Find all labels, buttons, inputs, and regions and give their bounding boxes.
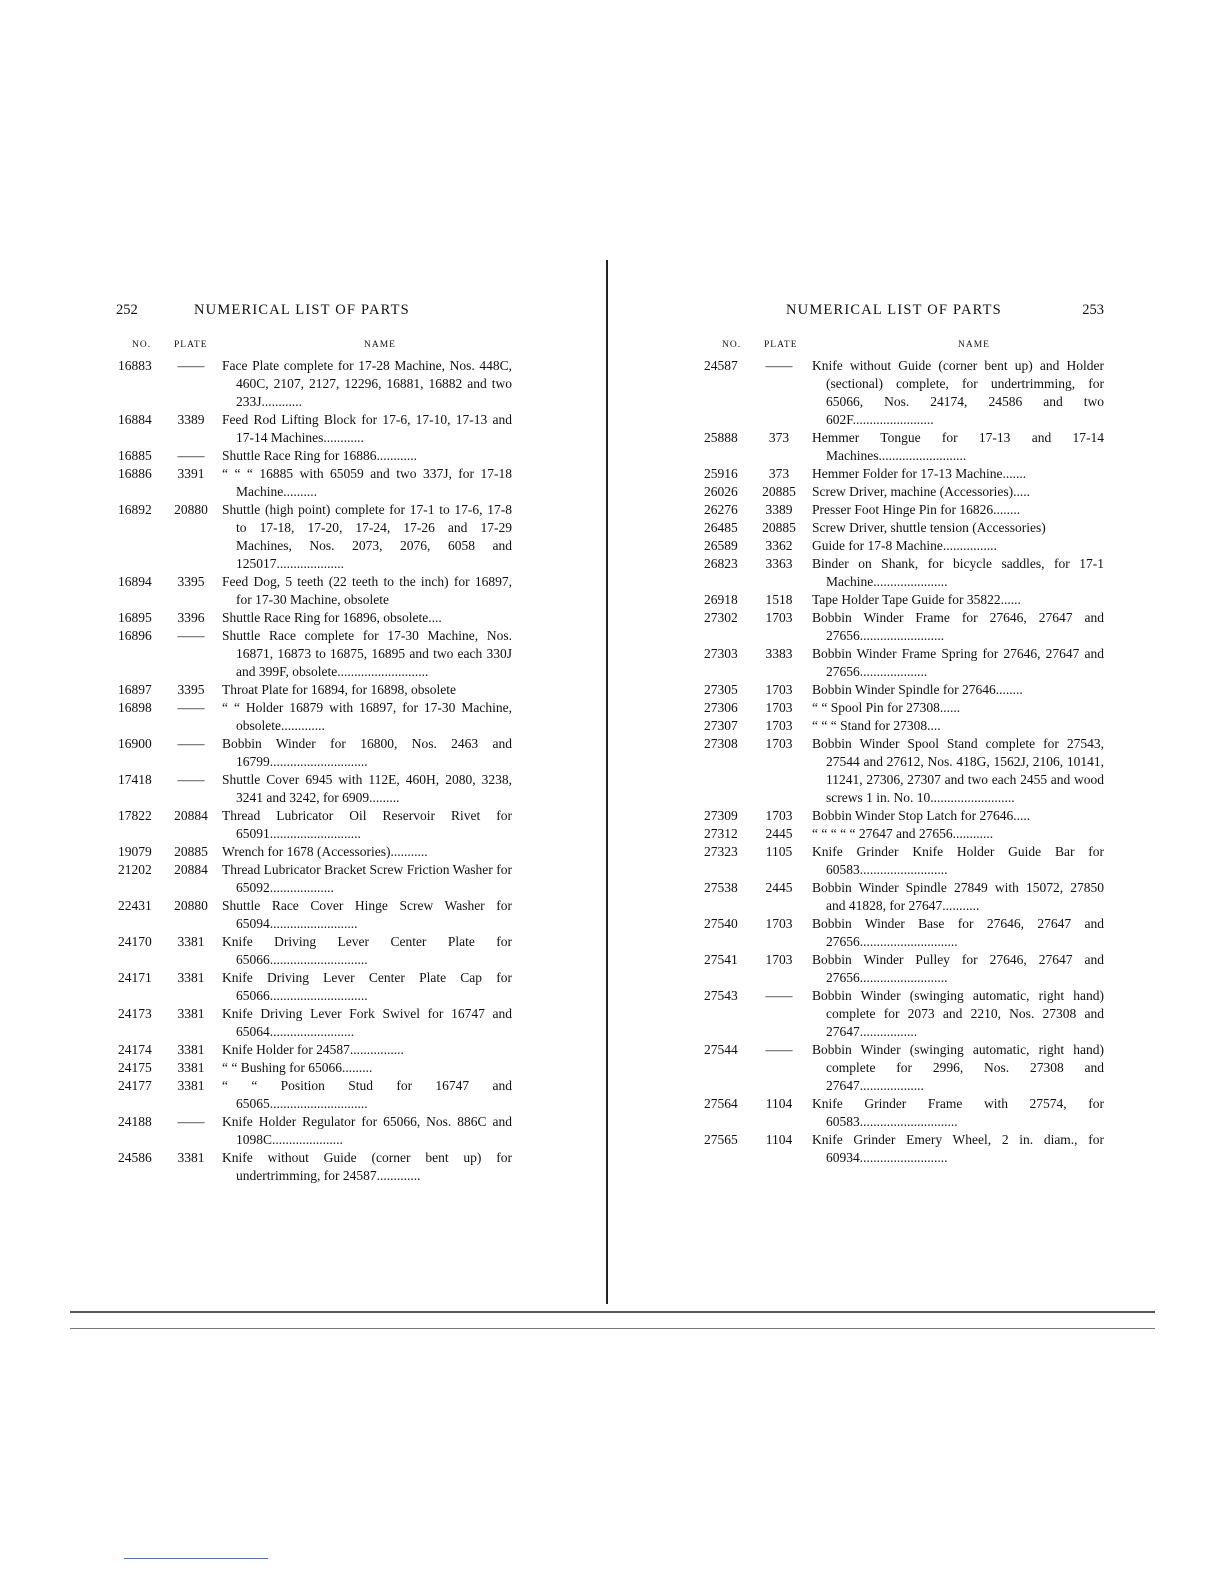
plate-number: 3389 xyxy=(177,412,205,427)
part-number: 26823 xyxy=(704,556,738,571)
part-entry xyxy=(112,843,512,861)
part-number: 17822 xyxy=(118,808,152,823)
part-number: 16892 xyxy=(118,502,152,517)
part-number: 27303 xyxy=(704,646,738,661)
part-number: 26485 xyxy=(704,520,738,535)
part-entry xyxy=(700,465,1104,483)
plate-number: 1105 xyxy=(765,844,793,859)
part-entry xyxy=(700,987,1104,1041)
plate-number: 1104 xyxy=(765,1132,793,1147)
left-page-number: 252 xyxy=(116,302,138,318)
plate-number: 3381 xyxy=(177,1078,205,1093)
plate-number: 3381 xyxy=(177,1150,205,1165)
part-entry xyxy=(112,447,512,465)
part-entry xyxy=(112,501,512,573)
plate-number: —— xyxy=(177,448,205,463)
part-number: 16883 xyxy=(118,358,152,373)
part-name: Bobbin Winder for 16800, Nos. 2463 and 16799............................. xyxy=(222,736,512,769)
plate-number: —— xyxy=(177,628,205,643)
plate-number: 3395 xyxy=(177,682,205,697)
part-number: 26026 xyxy=(704,484,738,499)
part-number: 27544 xyxy=(704,1042,738,1057)
part-name: Throat Plate for 16894, for 16898, obsolete xyxy=(222,682,456,697)
plate-number: 1518 xyxy=(765,592,793,607)
plate-number: 20885 xyxy=(762,484,796,499)
part-name: Knife Holder for 24587................ xyxy=(222,1042,404,1057)
part-name: Thread Lubricator Oil Reservoir Rivet for 65091........................... xyxy=(222,808,512,841)
part-entry xyxy=(700,807,1104,825)
left-entries xyxy=(112,357,512,1185)
part-name: “ “ Holder 16879 with 16897, for 17-30 Machine, obsolete............. xyxy=(222,700,512,733)
part-number: 21202 xyxy=(118,862,152,877)
plate-number: 1703 xyxy=(765,610,793,625)
part-number: 27302 xyxy=(704,610,738,625)
part-entry xyxy=(112,699,512,735)
part-entry xyxy=(112,411,512,447)
part-entry xyxy=(700,537,1104,555)
part-name: Knife without Guide (corner bent up) and Holder (sectional) complete, for undertrimming, for 65066, Nos. 24174, 24586 and two 602F........................ xyxy=(812,358,1104,427)
part-name: Bobbin Winder Stop Latch for 27646..... xyxy=(812,808,1031,823)
part-name: Wrench for 1678 (Accessories)........... xyxy=(222,844,428,859)
part-entry xyxy=(112,1059,512,1077)
plate-number: 1703 xyxy=(765,952,793,967)
plate-number: 3391 xyxy=(177,466,205,481)
part-name: Hemmer Tongue for 17-13 and 17-14 Machines.......................... xyxy=(812,430,1104,463)
part-number: 24173 xyxy=(118,1006,152,1021)
part-entry xyxy=(700,681,1104,699)
left-header-title: NUMERICAL LIST OF PARTS xyxy=(194,302,410,318)
part-number: 16895 xyxy=(118,610,152,625)
part-entry xyxy=(700,429,1104,465)
part-entry xyxy=(700,879,1104,915)
plate-number: 1703 xyxy=(765,916,793,931)
plate-number: 2445 xyxy=(765,880,793,895)
part-number: 27306 xyxy=(704,700,738,715)
left-col-plate: PLATE xyxy=(174,340,208,350)
part-name: Guide for 17-8 Machine................ xyxy=(812,538,997,553)
part-name: Feed Rod Lifting Block for 17-6, 17-10, 17-13 and 17-14 Machines............ xyxy=(222,412,512,445)
plate-number: 1703 xyxy=(765,700,793,715)
part-name: Knife Grinder Frame with 27574, for 60583............................. xyxy=(812,1096,1104,1129)
part-name: Binder on Shank, for bicycle saddles, for 17-1 Machine...................... xyxy=(812,556,1104,589)
plate-number: 3395 xyxy=(177,574,205,589)
part-name: Knife Grinder Knife Holder Guide Bar for 60583.......................... xyxy=(812,844,1104,877)
plate-number: 3381 xyxy=(177,970,205,985)
part-name: Knife without Guide (corner bent up) for undertrimming, for 24587............. xyxy=(222,1150,512,1183)
part-number: 27538 xyxy=(704,880,738,895)
plate-number: —— xyxy=(177,1114,205,1129)
part-number: 27565 xyxy=(704,1132,738,1147)
plate-number: 2445 xyxy=(765,826,793,841)
part-entry xyxy=(700,591,1104,609)
part-number: 27323 xyxy=(704,844,738,859)
plate-number: —— xyxy=(765,988,793,1003)
part-number: 16898 xyxy=(118,700,152,715)
part-name: Bobbin Winder Spindle for 27646........ xyxy=(812,682,1023,697)
plate-number: 1703 xyxy=(765,718,793,733)
part-entry xyxy=(700,717,1104,735)
part-entry xyxy=(112,1077,512,1113)
plate-number: 1104 xyxy=(765,1096,793,1111)
plate-number: 1703 xyxy=(765,808,793,823)
part-name: Tape Holder Tape Guide for 35822...... xyxy=(812,592,1021,607)
part-number: 27541 xyxy=(704,952,738,967)
part-entry xyxy=(112,771,512,807)
right-col-name: NAME xyxy=(958,340,990,350)
part-number: 22431 xyxy=(118,898,152,913)
part-name: Shuttle Race complete for 17-30 Machine, Nos. 16871, 16873 to 16875, 16895 and two each 330J and 399F, obsolete........................... xyxy=(222,628,512,679)
part-name: “ “ “ “ “ 27647 and 27656............ xyxy=(812,826,994,841)
part-number: 27305 xyxy=(704,682,738,697)
plate-number: 3381 xyxy=(177,1042,205,1057)
part-number: 16894 xyxy=(118,574,152,589)
plate-number: 20884 xyxy=(174,808,208,823)
part-name: Knife Driving Lever Fork Swivel for 16747 and 65064......................... xyxy=(222,1006,512,1039)
left-column-headers xyxy=(112,340,512,354)
plate-number: —— xyxy=(177,772,205,787)
plate-number: 20884 xyxy=(174,862,208,877)
part-number: 16884 xyxy=(118,412,152,427)
part-name: “ “ Position Stud for 16747 and 65065............................. xyxy=(222,1078,512,1111)
part-number: 24174 xyxy=(118,1042,152,1057)
part-name: Shuttle Race Cover Hinge Screw Washer for 65094.......................... xyxy=(222,898,512,931)
part-name: Knife Grinder Emery Wheel, 2 in. diam., for 60934.......................... xyxy=(812,1132,1104,1165)
left-col-no: NO. xyxy=(132,340,152,350)
plate-number: 20885 xyxy=(762,520,796,535)
part-number: 27308 xyxy=(704,736,738,751)
part-number: 24175 xyxy=(118,1060,152,1075)
part-number: 16896 xyxy=(118,628,152,643)
part-entry xyxy=(112,465,512,501)
part-entry xyxy=(700,915,1104,951)
part-entry xyxy=(700,555,1104,591)
part-name: Feed Dog, 5 teeth (22 teeth to the inch) for 16897, for 17-30 Machine, obsolete xyxy=(222,574,512,607)
part-entry xyxy=(700,843,1104,879)
part-entry xyxy=(112,807,512,843)
plate-number: —— xyxy=(177,736,205,751)
part-entry xyxy=(700,519,1104,537)
part-name: Bobbin Winder Spindle 27849 with 15072, 27850 and 41828, for 27647........... xyxy=(812,880,1104,913)
plate-number: 373 xyxy=(768,430,790,445)
part-entry xyxy=(112,573,512,609)
part-entry xyxy=(112,1041,512,1059)
part-name: Bobbin Winder Pulley for 27646, 27647 and 27656.......................... xyxy=(812,952,1104,985)
plate-number: 20880 xyxy=(174,898,208,913)
part-name: Screw Driver, shuttle tension (Accessories) xyxy=(812,520,1046,535)
right-page-number: 253 xyxy=(1082,302,1104,318)
part-entry xyxy=(112,969,512,1005)
part-number: 16897 xyxy=(118,682,152,697)
part-name: Knife Driving Lever Center Plate Cap for 65066............................. xyxy=(222,970,512,1003)
part-entry xyxy=(700,645,1104,681)
part-name: Hemmer Folder for 17-13 Machine....... xyxy=(812,466,1027,481)
part-number: 16886 xyxy=(118,466,152,481)
part-number: 27312 xyxy=(704,826,738,841)
part-number: 27309 xyxy=(704,808,738,823)
plate-number: 1703 xyxy=(765,736,793,751)
part-name: Shuttle Cover 6945 with 112E, 460H, 2080, 3238, 3241 and 3242, for 6909......... xyxy=(222,772,512,805)
part-number: 19079 xyxy=(118,844,152,859)
left-col-name: NAME xyxy=(364,340,396,350)
part-name: “ “ “ 16885 with 65059 and two 337J, for 17-18 Machine.......... xyxy=(222,466,512,499)
plate-number: 3381 xyxy=(177,1060,205,1075)
part-entry xyxy=(700,483,1104,501)
part-entry xyxy=(700,1095,1104,1131)
part-name: Shuttle (high point) complete for 17-1 to 17-6, 17-8 to 17-18, 17-20, 17-24, 17-26 and 17-29 Machines, Nos. 2073, 2076, 6058 and 125017.................... xyxy=(222,502,512,571)
part-entry xyxy=(112,1113,512,1149)
part-number: 17418 xyxy=(118,772,152,787)
part-number: 24171 xyxy=(118,970,152,985)
part-number: 16885 xyxy=(118,448,152,463)
part-entry xyxy=(700,735,1104,807)
part-number: 24586 xyxy=(118,1150,152,1165)
left-running-head xyxy=(112,302,512,322)
part-entry xyxy=(112,933,512,969)
footer-link-rule xyxy=(124,1558,268,1559)
plate-number: 373 xyxy=(768,466,790,481)
page-gutter-rule xyxy=(606,260,608,1304)
plate-number: 1703 xyxy=(765,682,793,697)
part-entry xyxy=(112,627,512,681)
part-name: Shuttle Race Ring for 16886............ xyxy=(222,448,417,463)
part-entry xyxy=(112,357,512,411)
plate-number: 20885 xyxy=(174,844,208,859)
part-name: Knife Driving Lever Center Plate for 65066............................. xyxy=(222,934,512,967)
plate-number: —— xyxy=(765,358,793,373)
part-name: “ “ Bushing for 65066......... xyxy=(222,1060,373,1075)
part-number: 26918 xyxy=(704,592,738,607)
part-entry xyxy=(112,735,512,771)
part-entry xyxy=(700,501,1104,519)
plate-number: 3396 xyxy=(177,610,205,625)
part-name: Bobbin Winder Frame for 27646, 27647 and 27656......................... xyxy=(812,610,1104,643)
part-number: 24188 xyxy=(118,1114,152,1129)
part-name: Screw Driver, machine (Accessories)..... xyxy=(812,484,1030,499)
part-name: Bobbin Winder Frame Spring for 27646, 27647 and 27656.................... xyxy=(812,646,1104,679)
part-name: Bobbin Winder Spool Stand complete for 27543, 27544 and 27612, Nos. 418G, 1562J, 2106, 10141, 11241, 27306, 27307 and two each 2455 and wood screws 1 in. No. 10......................... xyxy=(812,736,1104,805)
part-entry xyxy=(700,1041,1104,1095)
part-entry xyxy=(112,861,512,897)
part-number: 27540 xyxy=(704,916,738,931)
part-entry xyxy=(700,1131,1104,1167)
bottom-rule xyxy=(70,1311,1155,1313)
plate-number: 20880 xyxy=(174,502,208,517)
plate-number: 3389 xyxy=(765,502,793,517)
part-number: 16900 xyxy=(118,736,152,751)
part-name: Bobbin Winder (swinging automatic, right hand) complete for 2996, Nos. 27308 and 27647................... xyxy=(812,1042,1104,1093)
part-number: 24587 xyxy=(704,358,738,373)
plate-number: —— xyxy=(177,358,205,373)
part-name: “ “ Spool Pin for 27308...... xyxy=(812,700,961,715)
part-number: 24177 xyxy=(118,1078,152,1093)
part-number: 24170 xyxy=(118,934,152,949)
part-number: 25916 xyxy=(704,466,738,481)
plate-number: 3381 xyxy=(177,934,205,949)
plate-number: 3363 xyxy=(765,556,793,571)
right-col-no: NO. xyxy=(722,340,742,350)
part-entry xyxy=(700,825,1104,843)
part-entry xyxy=(112,609,512,627)
part-number: 26589 xyxy=(704,538,738,553)
right-column-headers xyxy=(700,340,1104,354)
part-number: 27543 xyxy=(704,988,738,1003)
part-entry xyxy=(700,357,1104,429)
part-number: 25888 xyxy=(704,430,738,445)
part-name: Face Plate complete for 17-28 Machine, Nos. 448C, 460C, 2107, 2127, 12296, 16881, 16882 and two 233J............ xyxy=(222,358,512,409)
plate-number: 3362 xyxy=(765,538,793,553)
part-entry xyxy=(112,1149,512,1185)
plate-number: —— xyxy=(177,700,205,715)
right-entries xyxy=(700,357,1104,1167)
plate-number: 3383 xyxy=(765,646,793,661)
plate-number: —— xyxy=(765,1042,793,1057)
part-number: 26276 xyxy=(704,502,738,517)
part-entry xyxy=(700,609,1104,645)
plate-number: 3381 xyxy=(177,1006,205,1021)
part-name: Knife Holder Regulator for 65066, Nos. 886C and 1098C..................... xyxy=(222,1114,512,1147)
bottom-rule-secondary xyxy=(70,1328,1155,1329)
part-entry xyxy=(112,1005,512,1041)
part-entry xyxy=(112,681,512,699)
part-name: Presser Foot Hinge Pin for 16826........ xyxy=(812,502,1021,517)
part-name: Bobbin Winder Base for 27646, 27647 and 27656............................. xyxy=(812,916,1104,949)
right-running-head xyxy=(700,302,1104,322)
part-entry xyxy=(700,951,1104,987)
right-col-plate: PLATE xyxy=(764,340,798,350)
right-header-title: NUMERICAL LIST OF PARTS xyxy=(786,302,1002,318)
part-entry xyxy=(700,699,1104,717)
part-name: Thread Lubricator Bracket Screw Friction Washer for 65092................... xyxy=(222,862,512,895)
part-number: 27307 xyxy=(704,718,738,733)
part-number: 27564 xyxy=(704,1096,738,1111)
part-name: “ “ “ Stand for 27308.... xyxy=(812,718,941,733)
part-name: Bobbin Winder (swinging automatic, right hand) complete for 2073 and 2210, Nos. 27308 and 27647................. xyxy=(812,988,1104,1039)
part-name: Shuttle Race Ring for 16896, obsolete.... xyxy=(222,610,442,625)
part-entry xyxy=(112,897,512,933)
